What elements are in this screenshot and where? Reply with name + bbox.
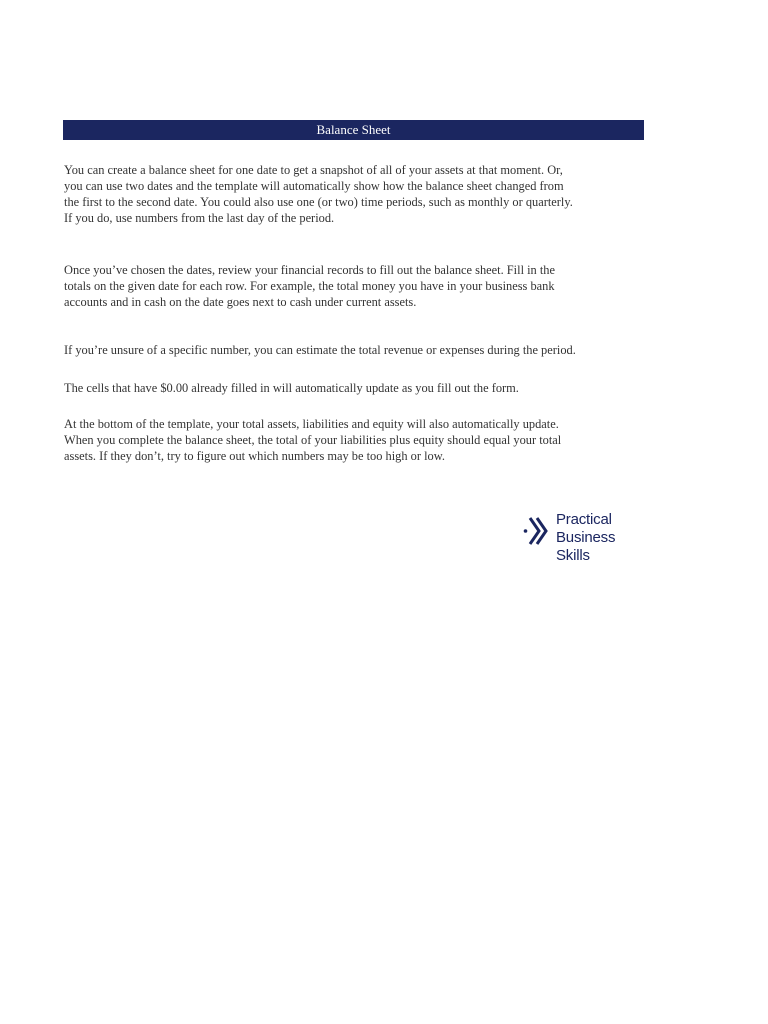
totals-paragraph: At the bottom of the template, your total assets, liabilities and equity will also automatically update. When you complete the balance sheet, the total of your liabilities plus equity should equal your total assets. If they don’t, try to figure out which numbers may be too high or low. — [64, 417, 562, 463]
auto-update-paragraph: The cells that have $0.00 already filled in will automatically update as you fill out the form. — [64, 381, 519, 395]
estimate-paragraph: If you’re unsure of a specific number, you can estimate the total revenue or expenses during the period. — [64, 343, 576, 357]
practical-business-skills-logo — [522, 511, 648, 564]
page-title: Balance Sheet — [63, 120, 644, 140]
double-chevron-right-icon — [522, 513, 552, 549]
logo-line-1: Practical — [556, 511, 612, 528]
logo-wordmark — [556, 511, 648, 565]
instructions-paragraph: Once you’ve chosen the dates, review your financial records to fill out the balance sheet. Fill in the totals on the given date for each row. For example, the total money you have in your business bank accounts and in cash on the date goes next to cash under current assets. — [64, 263, 555, 309]
logo-line-2: Business Skills — [556, 529, 616, 564]
intro-paragraph: You can create a balance sheet for one date to get a snapshot of all of your assets at that moment. Or, you can use two dates and the template will automatically show how the balance sheet changed from the first to the second date. You could also use one (or two) time periods, such as monthly or quarterly. If you do, use numbers from the last day of the period. — [64, 163, 573, 225]
